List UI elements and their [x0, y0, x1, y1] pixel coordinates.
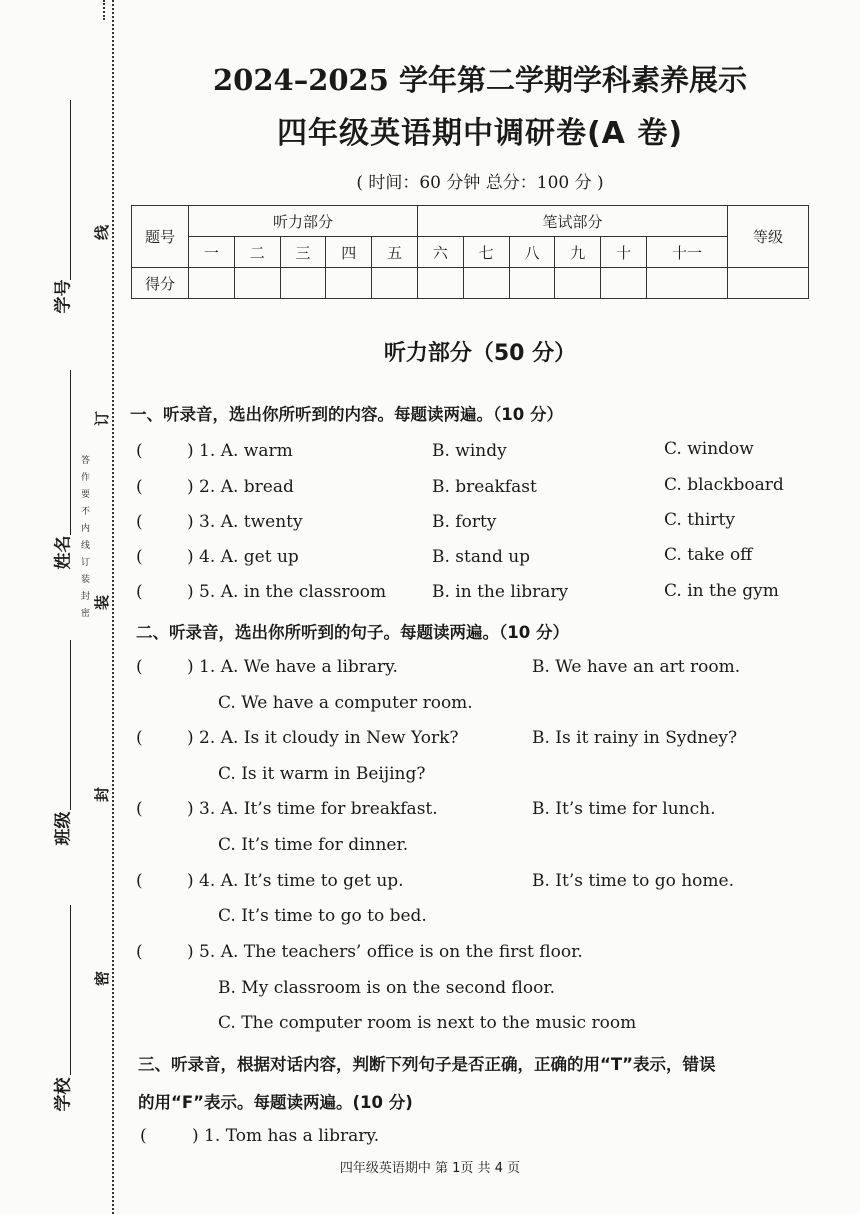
option-c: C. blackboard	[664, 475, 784, 495]
score-col-title: 题号	[132, 206, 189, 268]
option-b: B. in the library	[432, 582, 569, 602]
part2-item-2-paren: (	[136, 728, 143, 748]
score-cell	[189, 268, 235, 299]
score-cell	[280, 268, 326, 299]
part2-item-4-paren: (	[136, 871, 143, 891]
answer-paren-close: ) 1. A. warm	[187, 441, 293, 461]
part2-item-1-paren: (	[136, 657, 143, 677]
part2-item-4-b: B. It’s time to go home.	[532, 871, 734, 891]
field-line-xuexiao	[70, 905, 71, 1075]
col-4: 四	[326, 237, 372, 268]
grade-cell	[728, 268, 809, 299]
part2-item-3-a: ) 3. A. It’s time for breakfast.	[187, 799, 438, 819]
part2-item-2-c: C. Is it warm in Beijing?	[218, 764, 426, 784]
answer-paren-close: ) 4. A. get up	[187, 547, 299, 567]
part2-item-2-a: ) 2. A. Is it cloudy in New York?	[187, 728, 459, 748]
part2-item-2-b: B. Is it rainy in Sydney?	[532, 728, 738, 748]
part2-item-3-c: C. It’s time for dinner.	[218, 835, 409, 855]
outer-dotted-line	[103, 0, 105, 20]
score-cell	[417, 268, 463, 299]
exam-title-line2: 四年级英语期中调研卷(A 卷)	[276, 116, 684, 151]
part2-item-1-c: C. We have a computer room.	[218, 693, 473, 713]
part1-item-5: (	[136, 582, 143, 602]
col-8: 八	[509, 237, 555, 268]
part1-item-3: (	[136, 512, 143, 532]
col-1: 一	[189, 237, 235, 268]
score-cell	[601, 268, 647, 299]
col-9: 九	[555, 237, 601, 268]
part2-item-5-b: B. My classroom is on the second floor.	[218, 978, 556, 998]
field-line-banji	[70, 640, 71, 810]
paren-open: (	[136, 441, 143, 461]
listening-section-heading: 听力部分（50 分）	[383, 341, 577, 366]
margin-word-ding: 订	[93, 410, 112, 427]
written-label: 笔试部分	[417, 206, 727, 237]
option-b: B. breakfast	[432, 477, 537, 497]
score-cell	[509, 268, 555, 299]
part3-heading-line2: 的用“F”表示。每题读两遍。(10 分)	[138, 1093, 413, 1112]
option-b: B. forty	[432, 512, 497, 532]
option-c: C. take off	[664, 545, 753, 565]
option-b: B. stand up	[432, 547, 531, 567]
page-footer: 四年级英语期中 第 1页 共 4 页	[339, 1161, 521, 1176]
part2-item-4-a: ) 4. A. It’s time to get up.	[187, 871, 404, 891]
margin-word-xian: 线	[93, 224, 112, 241]
col-2: 二	[234, 237, 280, 268]
margin-word-feng: 封	[93, 786, 112, 803]
label-banji: 班级	[53, 811, 74, 846]
score-cell	[555, 268, 601, 299]
option-b: B. windy	[432, 441, 507, 461]
part3-heading-line1: 三、听录音，根据对话内容，判断下列句子是否正确，正确的用“T”表示，错误	[138, 1055, 716, 1074]
score-cell	[647, 268, 728, 299]
exam-title-line1: 2024–2025 学年第二学期学科素养展示	[212, 63, 748, 97]
option-c: C. window	[664, 439, 754, 459]
col-6: 六	[417, 237, 463, 268]
part2-item-3-b: B. It’s time for lunch.	[532, 799, 716, 819]
listening-label: 听力部分	[189, 206, 418, 237]
part2-item-5-c: C. The computer room is next to the music room	[218, 1013, 637, 1033]
label-xingming: 姓名	[53, 535, 74, 570]
margin-warning-text: 答作要不内线订装封密	[79, 455, 89, 625]
part2-item-3-paren: (	[136, 799, 143, 819]
option-c: C. thirty	[664, 510, 735, 530]
part3-item-1: ) 1. Tom has a library.	[192, 1126, 380, 1146]
score-cell	[234, 268, 280, 299]
label-xuehao: 学号	[53, 279, 74, 314]
score-cell	[463, 268, 509, 299]
part3-item-1-paren: (	[140, 1126, 147, 1146]
col-10: 十	[601, 237, 647, 268]
part2-item-4-c: C. It’s time to go to bed.	[218, 906, 427, 926]
grade-label: 等级	[728, 206, 809, 268]
option-c: C. in the gym	[664, 581, 779, 601]
part2-item-5-paren: (	[136, 942, 143, 962]
margin-word-zhuang: 装	[93, 594, 112, 611]
margin-word-mi: 密	[93, 970, 112, 987]
part2-item-1-b: B. We have an art room.	[532, 657, 741, 677]
label-xuexiao: 学校	[53, 1077, 74, 1112]
exam-time-total: ( 时间：60 分钟 总分：100 分 )	[356, 173, 604, 193]
col-7: 七	[463, 237, 509, 268]
score-cell	[326, 268, 372, 299]
answer-paren-close: ) 2. A. bread	[187, 477, 294, 497]
part1-item-4: (	[136, 547, 143, 567]
col-11: 十一	[647, 237, 728, 268]
score-table	[131, 205, 809, 299]
field-line-xingming	[70, 370, 71, 535]
part1-heading: 一、听录音，选出你所听到的内容。每题读两遍。（10 分）	[130, 405, 563, 424]
answer-paren-close: ) 3. A. twenty	[187, 512, 303, 532]
score-row-title: 得分	[132, 268, 189, 299]
part2-item-5-a: ) 5. A. The teachers’ office is on the first floor.	[187, 942, 583, 962]
part1-item-2: (	[136, 477, 143, 497]
part2-item-1-a: ) 1. A. We have a library.	[187, 657, 398, 677]
score-cell	[372, 268, 418, 299]
part2-heading: 二、听录音，选出你所听到的句子。每题读两遍。（10 分）	[136, 623, 569, 642]
part1-item-1	[136, 441, 143, 461]
col-5: 五	[372, 237, 418, 268]
answer-paren-close: ) 5. A. in the classroom	[187, 582, 387, 602]
col-3: 三	[280, 237, 326, 268]
